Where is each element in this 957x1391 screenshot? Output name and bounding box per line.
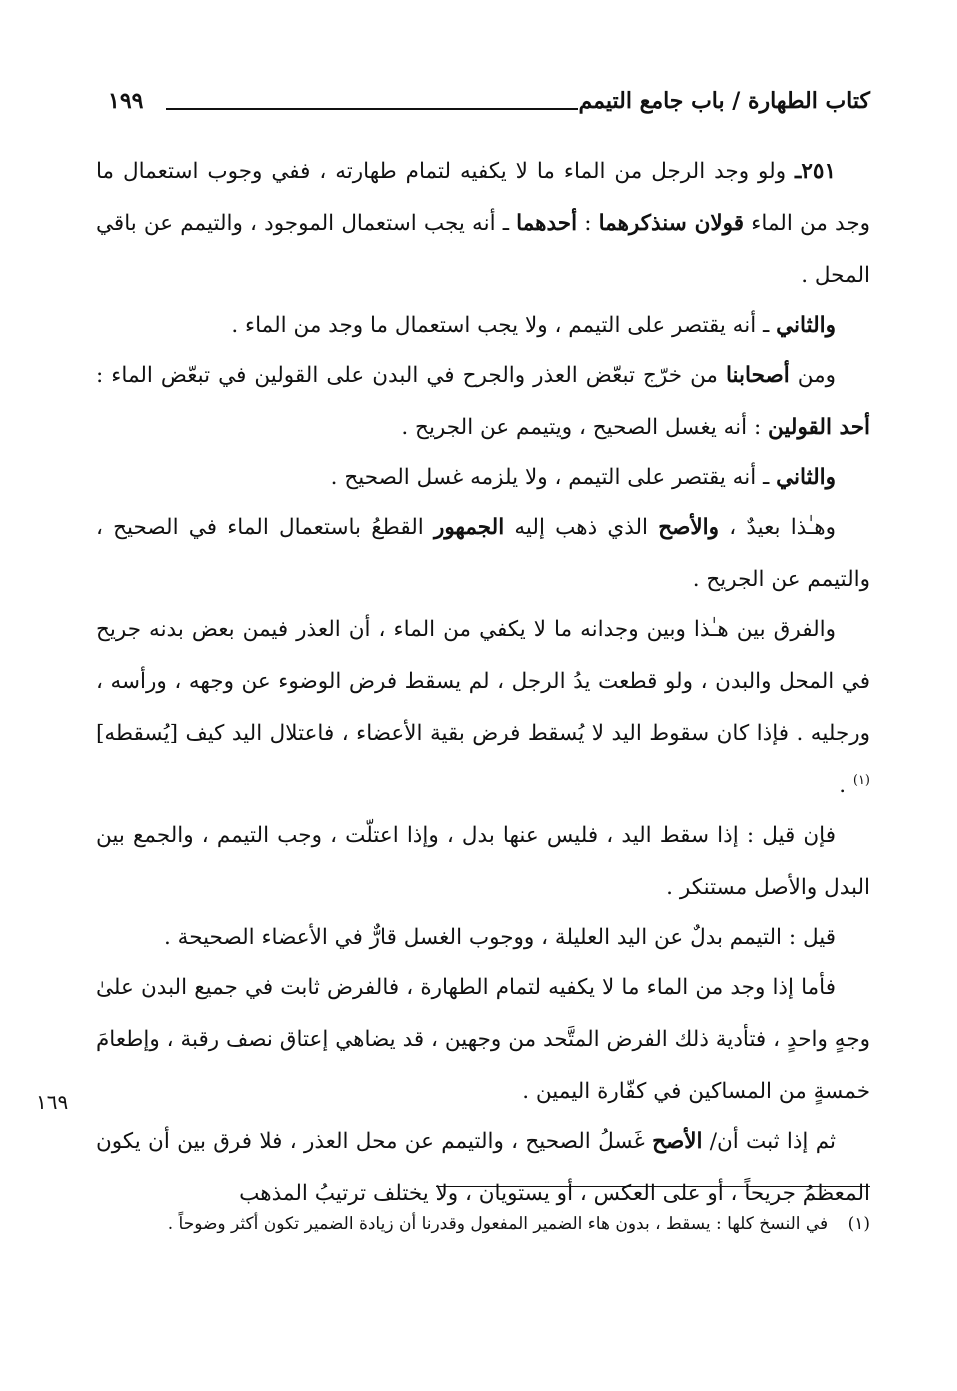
text-run: ـ أنه يقتصر على التيمم ، ولا يجب استعمال ما وجد من الماء .: [231, 313, 777, 338]
bold-term: ٢٥١ـ: [795, 159, 836, 184]
margin-folio-number: ١٦٩: [36, 1090, 69, 1114]
text-run: ـ أنه يجب استعمال الموجود ، والتيمم عن باقي المحل .: [96, 211, 870, 288]
bold-term: والثاني: [776, 465, 836, 490]
paragraph: [96, 604, 870, 812]
paragraph: [96, 502, 870, 606]
paragraph: [96, 1116, 870, 1220]
bold-term: والثاني: [776, 313, 836, 338]
bold-term: الجمهور: [433, 515, 505, 540]
bold-term: قولان سنذكرهما: [598, 211, 745, 236]
text-run: الذي ذهب إليه: [504, 515, 659, 540]
footnote-number: (١): [847, 1214, 870, 1234]
text-run: ولو وجد الرجل من الماء ما لا يكفيه لتمام طهارته ، ففي وجوب استعمال ما وجد من الماء: [96, 159, 870, 236]
text-run: من خرّج تبعّض العذر والجرح في البدن على القولين في تبعّض الماء :: [96, 363, 726, 388]
bold-term: أحد القولين: [768, 415, 870, 440]
running-header: [108, 86, 870, 126]
paragraph: [96, 146, 870, 302]
text-run: فإن قيل : إذا سقط اليد ، فليس عنها بدل ، وإذا اعتلّت ، وجب التيمم ، والجمع بين البدل والأصل مستنكر .: [96, 823, 870, 900]
header-rule: [166, 108, 578, 110]
text-run: قيل : التيمم بدلٌ عن اليد العليلة ، ووجوب الغسل قارٌّ في الأعضاء الصحيحة .: [164, 925, 836, 950]
footnote: [96, 1208, 870, 1240]
paragraph: [96, 912, 870, 964]
paragraph: [96, 810, 870, 914]
text-run: فأما إذا وجد من الماء ما لا يكفيه لتمام الطهارة ، فالفرض ثابت في جميع البدن علىٰ وجهٍ واحدٍ ، فتأدية ذلك الفرض المتَّحد من وجهين ، قد يضاهي إعتاق نصف رقبة ، وإطعامَ خمسةٍ من المساكين في كفّارة اليمين .: [96, 975, 870, 1104]
body-text: [96, 146, 870, 1220]
text-run: القطعُ باستعمال الماء في الصحيح ، والتيمم عن الجريح .: [96, 515, 870, 592]
footnote-ref: (١): [852, 772, 870, 788]
footnote-rule: [436, 1186, 870, 1187]
bold-term: أحدهما: [516, 211, 578, 236]
bold-term: والأصح: [658, 515, 719, 540]
text-run: .: [839, 773, 853, 798]
bold-term: أصحابنا: [726, 363, 790, 388]
text-run: غَسلُ الصحيح ، والتيمم عن محل العذر ، فلا فرق بين أن يكون المعظمُ جريحاً ، أو على العكس ، أو يستويان ، ولا يختلف ترتيبُ المذهب: [96, 1129, 870, 1206]
page-number: ١٩٩: [108, 88, 144, 114]
text-run: : أنه يغسل الصحيح ، ويتيمم عن الجريح .: [401, 415, 769, 440]
bold-term: الأصح: [652, 1129, 703, 1154]
paragraph: [96, 350, 870, 454]
footnote-text: في النسخ كلها : يسقط ، بدون هاء الضمير المفعول وقدرنا أن زيادة الضمير تكون أكثر وضوحاً .: [167, 1214, 829, 1234]
paragraph: [96, 452, 870, 504]
header-title: كتاب الطهارة / باب جامع التيمم: [578, 88, 870, 114]
text-run: والفرق بين هـٰذا وبين وجدانه ما لا يكفي من الماء ، أن العذر فيمن بعض بدنه جريح في المحل والبدن ، ولو قطعت يدُ الرجل ، لم يسقط فرض الوضوء عن وجهه ، ورأسه ، ورجليه . فإذا كان سقوط اليد لا يُسقط فرض بقية الأعضاء ، فاعتلال اليد كيف [يُسقطه]: [96, 617, 870, 746]
text-run: وهـٰذا بعيدٌ ،: [719, 515, 836, 540]
paragraph: [96, 300, 870, 352]
text-run: ـ أنه يقتصر على التيمم ، ولا يلزمه غسل الصحيح .: [330, 465, 777, 490]
paragraph: [96, 962, 870, 1118]
text-run: ثم إذا ثبت أن/: [702, 1129, 836, 1154]
text-run: :: [577, 211, 599, 236]
text-run: ومن: [789, 363, 836, 388]
